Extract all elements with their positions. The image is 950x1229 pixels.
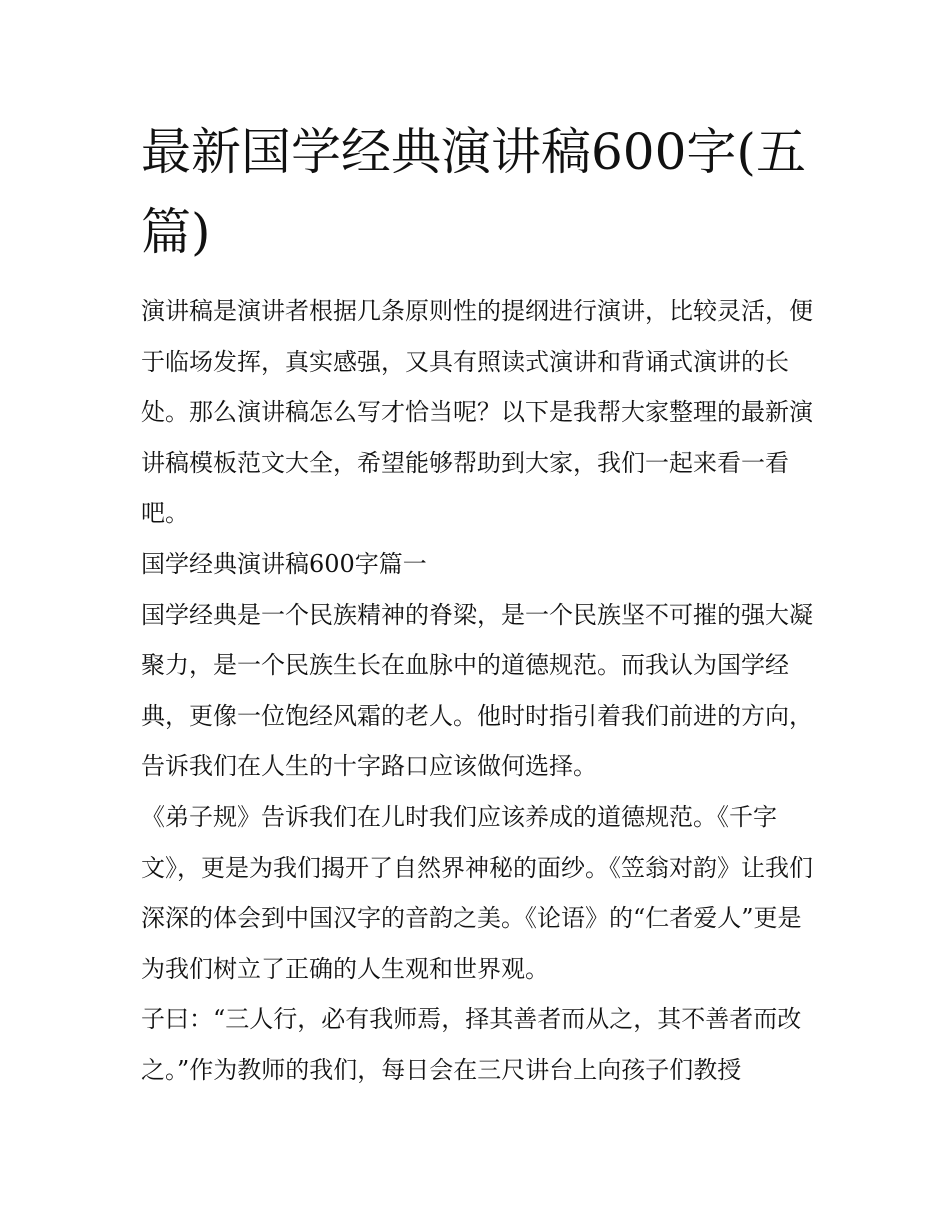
document-body — [141, 112, 813, 1096]
document-title: 最新国学经典演讲稿600字(五篇) — [141, 123, 806, 261]
body-paragraph: 《弟子规》告诉我们在儿时我们应该养成的道德规范。《千字文》，更是为我们揭开了自然界神秘的面纱。《笠翁对韵》让我们深深的体会到中国汉字的音韵之美。《论语》的“仁者爱人”更是为我们树立了正确的人生观和世界观。 — [141, 802, 813, 983]
section-heading: 国学经典演讲稿600字篇一 — [141, 549, 427, 578]
body-paragraph: 国学经典是一个民族精神的脊梁，是一个民族坚不可摧的强大凝聚力，是一个民族生长在血脉中的道德规范。而我认为国学经典，更像一位饱经风霜的老人。他时时指引着我们前进的方向，告诉我们在人生的十字路口应该做何选择。 — [141, 600, 813, 781]
body-paragraph: 子曰：“三人行，必有我师焉，择其善者而从之，其不善者而改之。”作为教师的我们，每日会在三尺讲台上向孩子们教授 — [141, 1005, 802, 1084]
intro-paragraph: 演讲稿是演讲者根据几条原则性的提纲进行演讲，比较灵活，便于临场发挥，真实感强，又具有照读式演讲和背诵式演讲的长处。那么演讲稿怎么写才恰当呢？以下是我帮大家整理的最新演讲稿模板范文大全，希望能够帮助到大家，我们一起来看一看吧。 — [141, 297, 813, 528]
